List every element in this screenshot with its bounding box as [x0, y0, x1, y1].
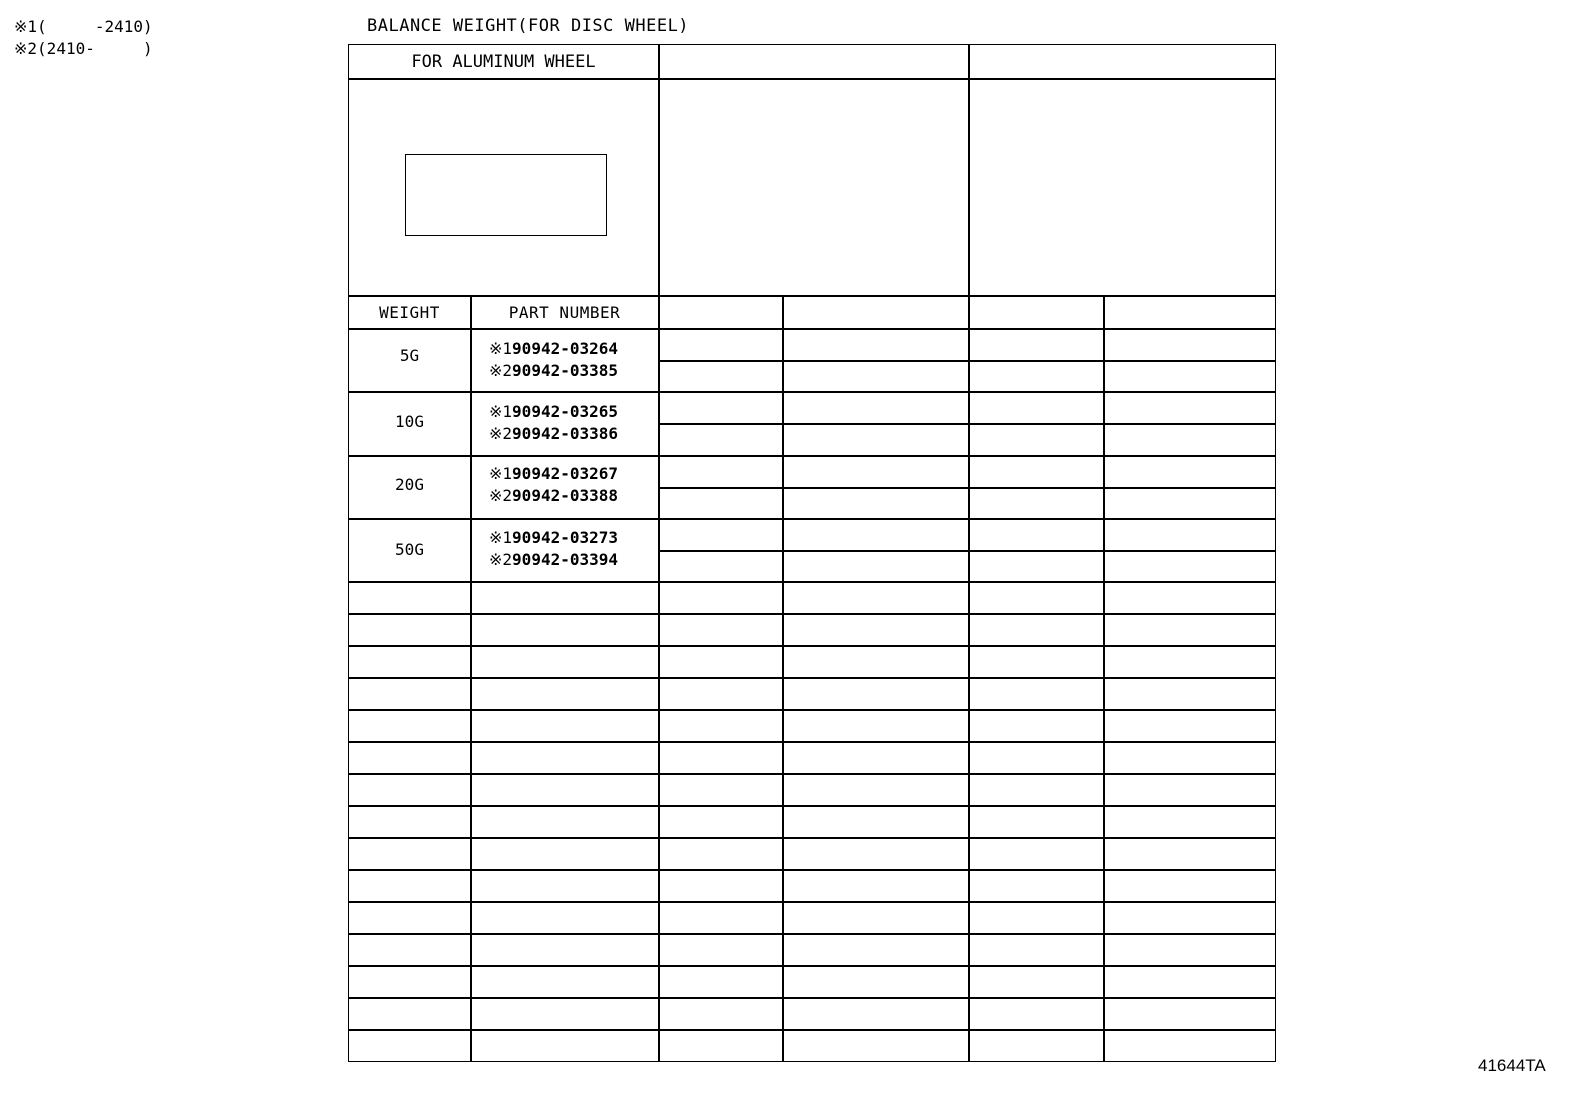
- row-divider: [349, 677, 1275, 679]
- footnote-mark: ※1: [14, 17, 38, 36]
- part-number-cell: [471, 527, 659, 571]
- part-number-cell: [471, 463, 659, 507]
- section-header: FOR ALUMINUM WHEEL: [411, 52, 596, 72]
- row-divider: [349, 837, 1275, 839]
- part-number-cell: [471, 401, 659, 445]
- part-number: ※190942-03264: [489, 339, 619, 358]
- row-divider: [658, 360, 1275, 362]
- footnote-range: ( -2410): [37, 17, 153, 36]
- header-divider: [349, 78, 1275, 80]
- row-divider: [658, 487, 1275, 489]
- weight-column-header: WEIGHT: [379, 303, 440, 322]
- row-divider: [349, 933, 1275, 935]
- row-divider: [349, 613, 1275, 615]
- footnote-mark: ※2: [14, 39, 38, 58]
- row-divider: [349, 965, 1275, 967]
- row-divider: [349, 581, 1275, 583]
- row-divider: [349, 901, 1275, 903]
- row-divider: [349, 805, 1275, 807]
- row-divider: [349, 869, 1275, 871]
- row-divider: [349, 455, 1275, 457]
- part-number: ※290942-03394: [489, 550, 619, 569]
- part-number: ※290942-03385: [489, 361, 619, 380]
- row-divider: [349, 997, 1275, 999]
- row-divider: [658, 423, 1275, 425]
- part-number-column-header: PART NUMBER: [508, 303, 621, 322]
- weight-cell: 5G: [399, 346, 420, 365]
- row-divider: [349, 1029, 1275, 1031]
- document-id: 41644TA: [1478, 1056, 1546, 1075]
- weight-cell: 20G: [395, 475, 424, 494]
- weight-cell: 50G: [395, 540, 424, 559]
- footnote-range: (2410- ): [37, 39, 153, 58]
- row-divider: [349, 741, 1275, 743]
- part-number: ※290942-03388: [489, 486, 619, 505]
- row-divider: [349, 773, 1275, 775]
- part-number: ※190942-03273: [489, 528, 619, 547]
- row-divider: [349, 391, 1275, 393]
- footnote-legend: [14, 16, 153, 60]
- balance-weight-illustration: [405, 154, 607, 236]
- part-number: ※290942-03386: [489, 424, 619, 443]
- part-number-cell: [471, 338, 659, 382]
- footnote-2: [14, 38, 153, 60]
- parts-table: [348, 44, 1276, 1062]
- row-divider: [349, 328, 1275, 330]
- column-divider: [968, 45, 970, 1061]
- weight-cell: 10G: [395, 412, 424, 431]
- part-number: ※190942-03267: [489, 464, 619, 483]
- row-divider: [658, 550, 1275, 552]
- row-divider: [349, 645, 1275, 647]
- footnote-1: [14, 16, 153, 38]
- row-divider: [349, 709, 1275, 711]
- page-title: BALANCE WEIGHT(FOR DISC WHEEL): [367, 16, 690, 36]
- part-number: ※190942-03265: [489, 402, 619, 421]
- row-divider: [349, 518, 1275, 520]
